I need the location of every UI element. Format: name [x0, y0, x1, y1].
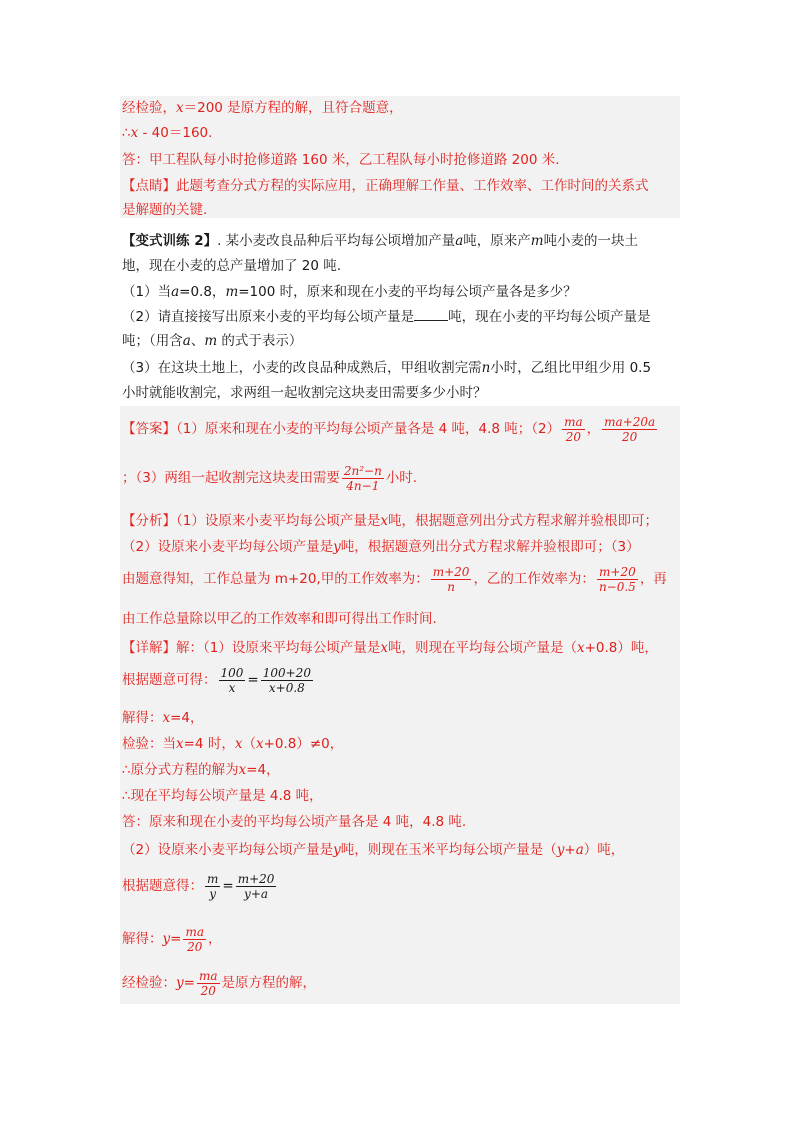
text: =4，	[170, 710, 204, 726]
question-2	[122, 307, 651, 327]
fraction	[219, 666, 246, 695]
numerator: 100+20	[262, 665, 311, 680]
text: 经检验：	[122, 975, 176, 991]
denominator: 20	[622, 429, 638, 444]
problem-tag: 【变式训练 2】	[122, 233, 218, 249]
fraction	[602, 415, 657, 444]
text: 【详解】解：（1）设原来平均每公顷产量是	[122, 640, 381, 656]
problem-line-1	[122, 231, 638, 251]
text: 吨，则现在玉米平均每公顷产量是（	[340, 842, 557, 858]
detail-line-2	[122, 662, 315, 698]
text: 【答案】（1）原来和现在小麦的平均每公顷产量各是 4 吨，4.8 吨；（2）	[122, 421, 561, 437]
var-m: m	[225, 284, 239, 300]
denominator: y	[209, 886, 217, 901]
detail-line-5	[122, 760, 280, 780]
text: . 某小麦改良品种后平均每公顷增加产量	[217, 233, 456, 249]
var-x: x	[238, 762, 247, 778]
var-x: x	[255, 736, 264, 752]
numerator: 2n²−n	[343, 463, 382, 478]
numerator: ma	[198, 968, 218, 983]
text: （1）当	[122, 284, 172, 300]
comment-line-1: 【点睛】此题考查分式方程的实际应用，正确理解工作量、工作效率、工作时间的关系式	[122, 178, 649, 194]
var-x: x	[176, 736, 184, 752]
var-x: x	[234, 736, 243, 752]
detail-line-4	[122, 734, 343, 754]
numerator: ma+20a	[604, 414, 656, 429]
numerator: ma	[564, 414, 583, 429]
text: 根据题意得：	[122, 878, 203, 894]
detail-line-9	[122, 866, 278, 906]
var-m: m	[204, 333, 218, 349]
text: 解得：	[122, 710, 163, 726]
var-x: x	[576, 640, 585, 656]
equals-sign: =	[247, 672, 259, 688]
var-x: x	[130, 125, 139, 141]
text: =4，	[246, 762, 280, 778]
var-x: x	[380, 513, 388, 529]
text: 吨，则现在平均每公顷产量是（	[387, 640, 577, 656]
text: ）吨，	[583, 842, 625, 858]
question-1	[122, 282, 577, 302]
denominator: 4n−1	[346, 478, 380, 493]
text: ，	[208, 931, 222, 947]
text: ＝200 是原方程的解，且符合题意，	[183, 100, 403, 116]
detail-line-8	[122, 840, 624, 860]
text: =	[170, 931, 182, 947]
text: ，乙的工作效率为：	[473, 571, 595, 587]
text: =0.8，	[179, 284, 226, 300]
denominator: n−0.5	[598, 579, 636, 594]
therefore-line	[122, 123, 212, 143]
text: （2）请直接接写出原来小麦的平均每公顷产量是	[122, 309, 415, 325]
detail-line-10	[122, 919, 222, 959]
text: ，再	[639, 571, 667, 587]
text: - 40＝160.	[138, 125, 213, 141]
detail-line-1	[122, 638, 658, 658]
text: +0.8）吨，	[584, 640, 658, 656]
text: 、	[190, 333, 205, 349]
text: ；（3）两组一起收割完这块麦田需要	[122, 470, 340, 486]
text: 检验：当	[122, 736, 176, 752]
text: （3）在这块土地上，小麦的改良品种成熟后，甲组收割完需	[122, 360, 482, 376]
var-x: x	[162, 710, 171, 726]
numerator: m	[207, 871, 219, 886]
var-y: y	[162, 931, 171, 947]
detail-line-3	[122, 708, 204, 728]
numerator: m+20	[432, 564, 470, 579]
text: 吨，根据题意列出分式方程求解并验根即可；	[387, 513, 658, 529]
var-n: n	[481, 360, 491, 376]
text: （2）设原来小麦平均每公顷产量是	[122, 842, 334, 858]
detail-line-6: ∴现在平均每公顷产量是 4.8 吨，	[122, 788, 323, 804]
check-line	[122, 98, 403, 118]
fraction	[597, 565, 638, 594]
var-y: y	[176, 975, 184, 991]
text: ，	[586, 421, 601, 437]
answer-line: 答：甲工程队每小时抢修道路 160 米，乙工程队每小时抢修道路 200 米.	[122, 152, 560, 168]
text: 的式于表示）	[217, 333, 303, 349]
denominator: n	[447, 579, 455, 594]
analysis-line-1	[122, 511, 658, 531]
fraction	[342, 464, 384, 493]
text: 解得：	[122, 931, 163, 947]
fraction	[183, 925, 206, 954]
numerator: m+20	[237, 871, 275, 886]
text: 根据题意可得：	[122, 672, 217, 688]
question-3	[122, 358, 651, 378]
text: 经检验，	[122, 100, 176, 116]
text: 小时.	[385, 470, 418, 486]
var-m: m	[530, 233, 544, 249]
var-a: a	[171, 284, 180, 300]
text: 吨；（用含	[122, 333, 183, 349]
denominator: 20	[187, 939, 203, 954]
var-y: y	[333, 842, 341, 858]
var-a: a	[575, 842, 584, 858]
detail-line-11	[122, 963, 316, 1003]
text: 吨，现在小麦的平均每公顷产量是	[448, 309, 651, 325]
analysis-line-4: 由工作总量除以甲乙的工作效率和即可得出工作时间.	[122, 611, 437, 627]
var-y: y	[333, 539, 341, 555]
fraction	[236, 872, 277, 901]
question-3-cont: 小时就能收割完，求两组一起收割完这块麦田需要多少小时？	[122, 385, 487, 401]
text: 吨，原来产	[463, 233, 531, 249]
answer-row-1	[122, 411, 659, 447]
answer-blank	[414, 308, 448, 321]
var-x: x	[380, 640, 388, 656]
numerator: 100	[220, 665, 244, 680]
denominator: 20	[200, 983, 216, 998]
denominator: 20	[565, 429, 582, 444]
fraction	[431, 565, 472, 594]
text: 是原方程的解，	[221, 975, 316, 991]
text: 小时，乙组比甲组少用 0.5	[490, 360, 652, 376]
analysis-line-3	[122, 561, 667, 597]
denominator: y+a	[244, 886, 269, 901]
text: ∴原分式方程的解为	[122, 762, 239, 778]
var-a: a	[455, 233, 464, 249]
text: 吨小麦的一块土	[543, 233, 639, 249]
denominator: x+0.8	[268, 680, 305, 695]
question-2-cont	[122, 331, 302, 351]
var-y: y	[556, 842, 565, 858]
fraction	[562, 415, 585, 444]
problem-line-2: 地，现在小麦的总产量增加了 20 吨.	[122, 258, 342, 274]
text: +0.8）≠0，	[263, 736, 344, 752]
text: （2）设原来小麦平均每公顷产量是	[122, 539, 334, 555]
numerator: m+20	[597, 565, 638, 580]
denominator: x	[228, 680, 236, 695]
analysis-line-2	[122, 537, 640, 557]
var-a: a	[182, 333, 191, 349]
equals-sign: =	[222, 878, 234, 894]
var-x: x	[176, 100, 184, 116]
text: +	[564, 842, 576, 858]
numerator: ma	[185, 924, 204, 939]
answer-row-2	[122, 460, 417, 496]
comment-line-2: 是解题的关键.	[122, 202, 208, 218]
text: =	[183, 975, 195, 991]
text: 吨，根据题意列出分式方程求解并验根即可；（3）	[340, 539, 640, 555]
text: （	[242, 736, 256, 752]
fraction	[205, 872, 220, 901]
text: =100 时，原来和现在小麦的平均每公顷产量各是多少？	[238, 284, 577, 300]
fraction	[261, 666, 313, 695]
detail-line-7: 答：原来和现在小麦的平均每公顷产量各是 4 吨，4.8 吨.	[122, 814, 467, 830]
fraction	[197, 969, 220, 998]
text: 由题意得知，工作总量为 m+20,甲的工作效率为：	[122, 571, 429, 587]
text: ∴	[122, 125, 131, 141]
text: =4 时，	[183, 736, 235, 752]
text: 【分析】（1）设原来小麦平均每公顷产量是	[122, 513, 381, 529]
